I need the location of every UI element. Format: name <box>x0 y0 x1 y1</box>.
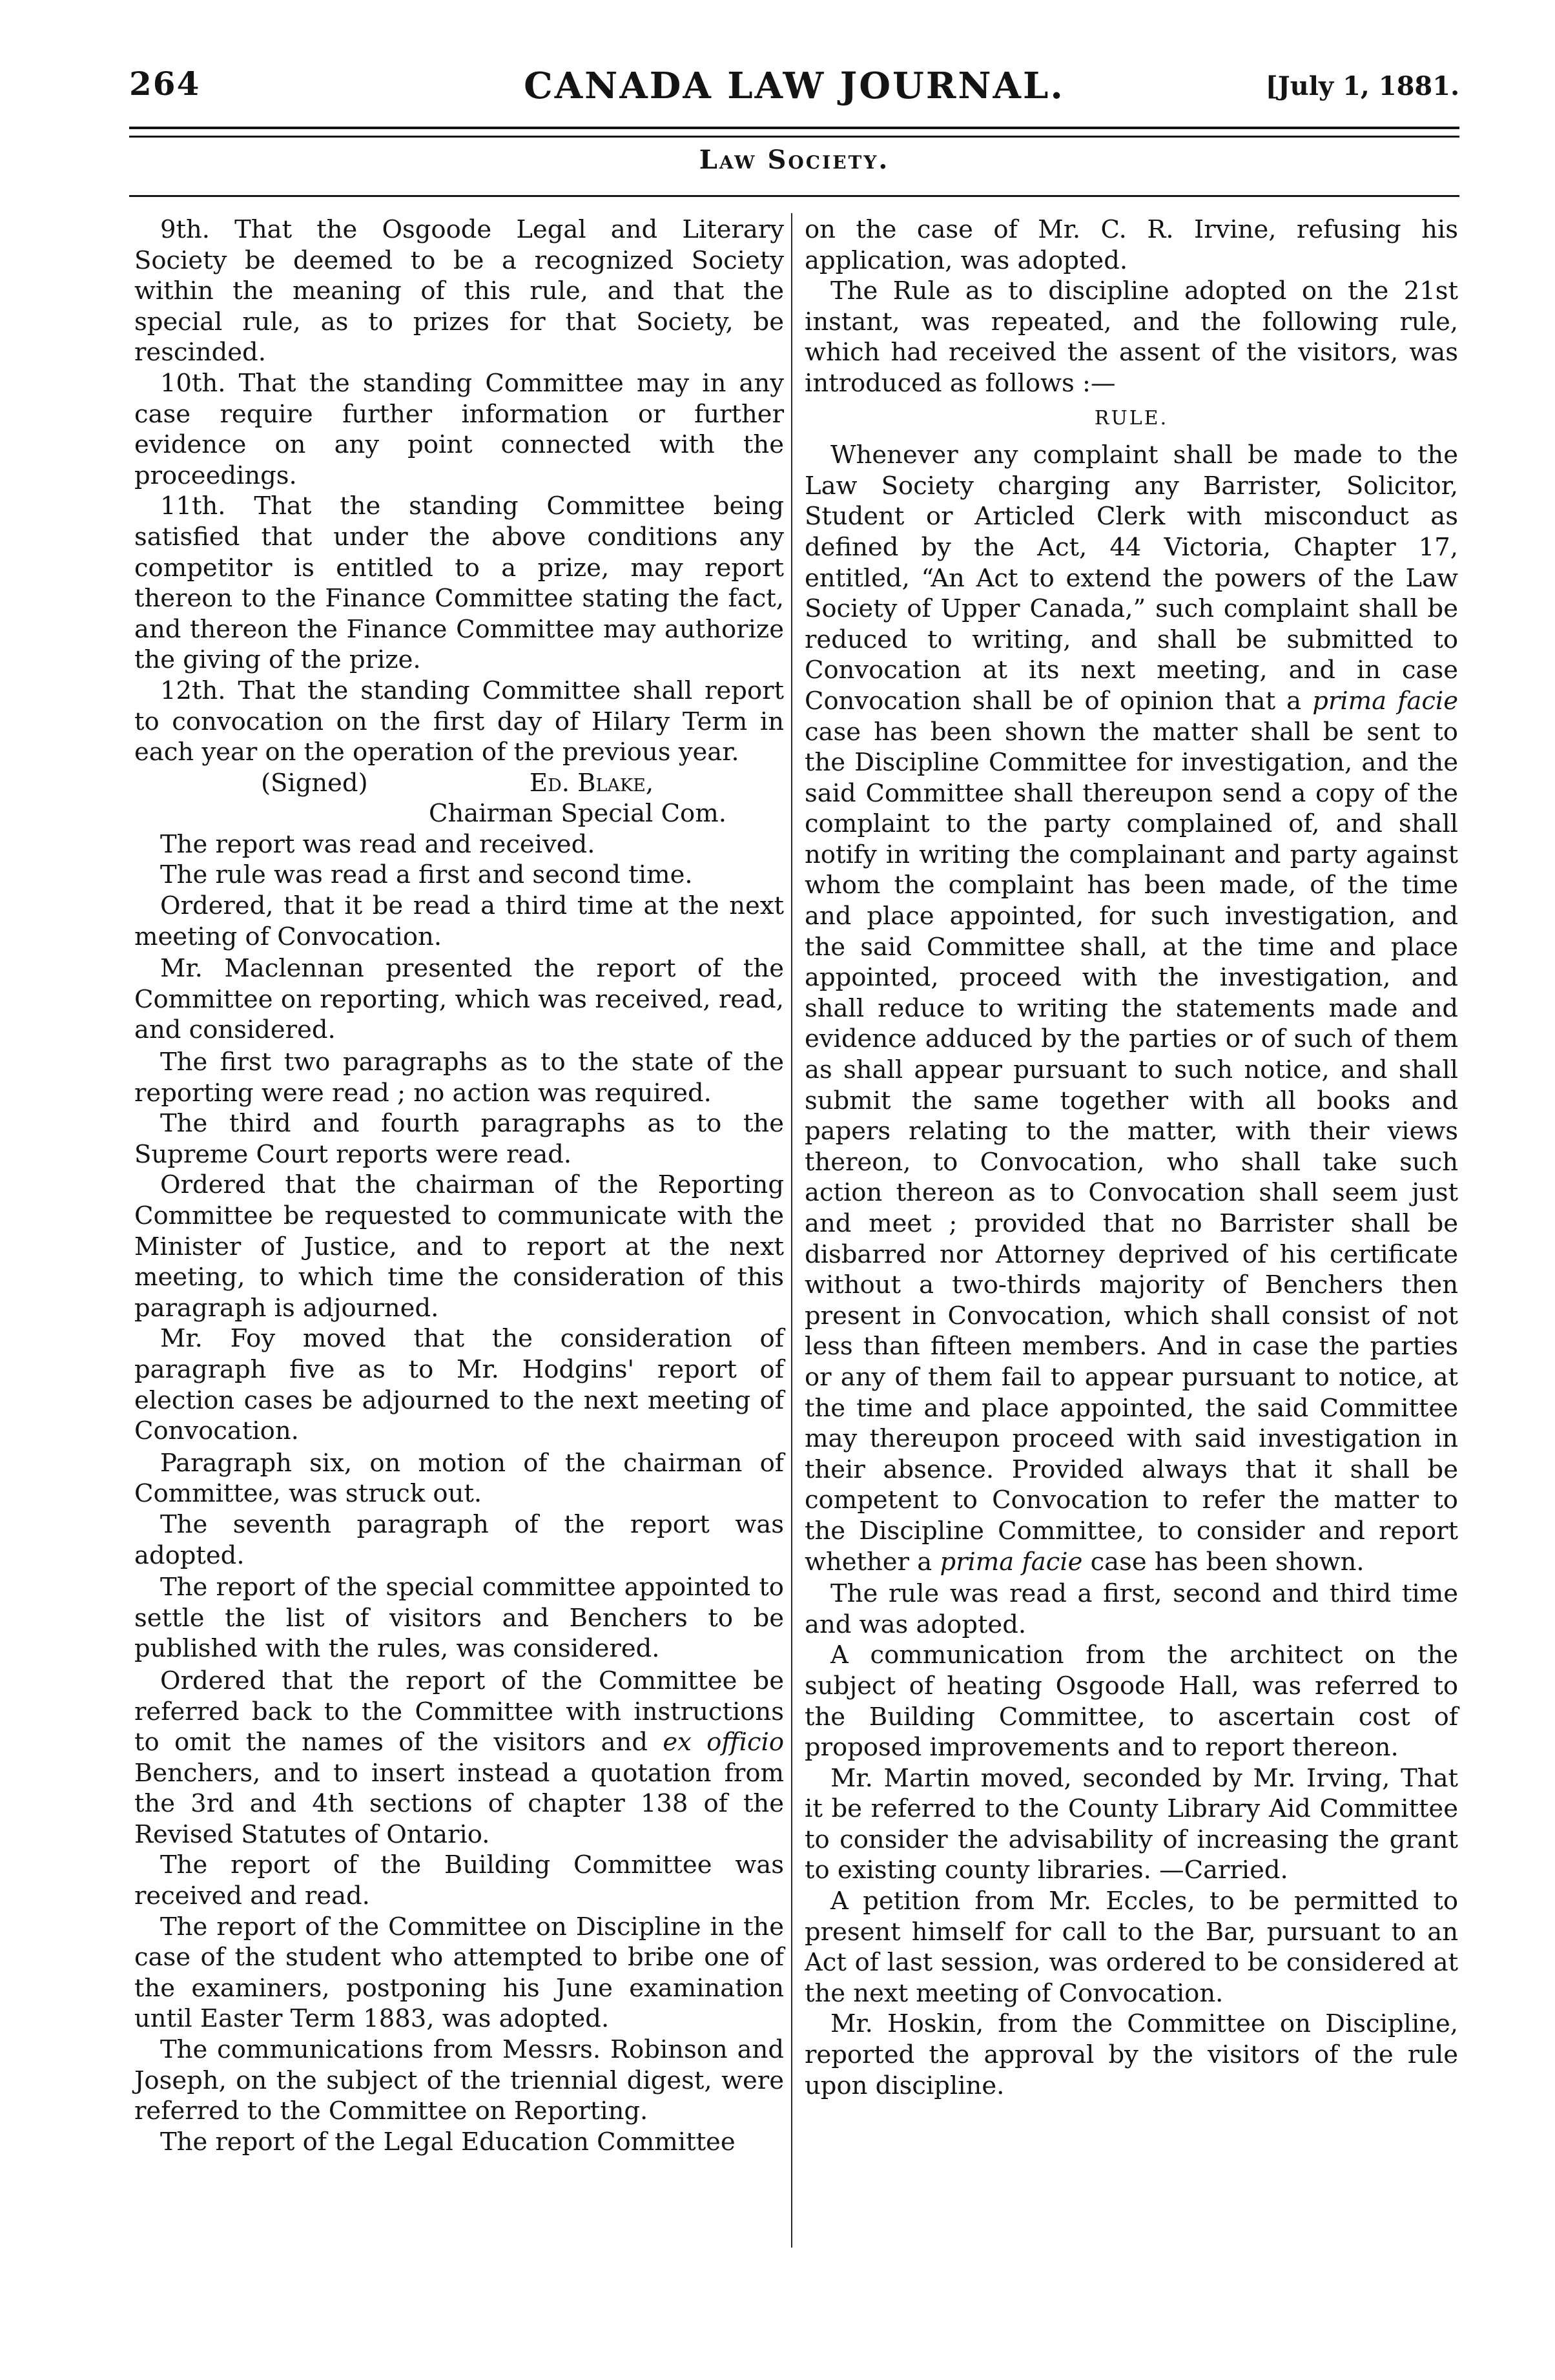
paragraph: The report of the special committee appointed to settle the list of visitors and Benchers to be published with the rules, was considered. <box>134 1573 784 1664</box>
paragraph: Ordered that the report of the Committee be referred back to the Committee with instructions to omit the names of the visitors and ex officio Benchers, and to insert instead a quotation from the 3rd and 4th sections of chapter 138 of the Revised Statutes of Ontario. <box>134 1666 784 1849</box>
italic-phrase: ex officio <box>663 1728 784 1757</box>
signer-name: Ed. Blake, <box>530 768 654 798</box>
paragraph: Ordered, that it be read a third time at the next meeting of Convocation. <box>134 891 784 951</box>
paragraph: The report of the Building Committee was received and read. <box>134 1850 784 1911</box>
paragraph: The rule was read a first and second time. <box>160 860 693 890</box>
paragraph: The Rule as to discipline adopted on the 21st instant, was repeated, and the following rule, which had received the assent of the visitors, was introduced as follows :— <box>805 276 1458 398</box>
signed-label: (Signed) <box>261 768 368 798</box>
header-double-rule <box>129 127 1459 138</box>
left-column <box>134 214 784 2157</box>
paragraph: Mr. Maclennan presented the report of the Committee on reporting, which was received, read, and considered. <box>134 954 784 1045</box>
paragraph: on the case of Mr. C. R. Irvine, refusing his application, was adopted. <box>805 215 1458 275</box>
issue-date: [July 1, 1881. <box>1265 71 1459 101</box>
paragraph: The first two paragraphs as to the state of the reporting were read ; no action was required. <box>134 1048 784 1108</box>
paragraph: Mr. Hoskin, from the Committee on Discipline, reported the approval by the visitors of the rule upon discipline. <box>805 2009 1458 2100</box>
paragraph: Mr. Martin moved, seconded by Mr. Irving, That it be referred to the County Library Aid Committee to consider the advisability of increasing the grant to existing county libraries. —Carried. <box>805 1763 1458 1885</box>
paragraph: 10th. That the standing Committee may in any case require further information or further evidence on any point connected with the proceedings. <box>134 368 784 490</box>
paragraph: 11th. That the standing Committee being satisfied that under the above conditions any competitor is entitled to a prize, may report thereon to the Finance Committee stating the fact, and thereon the Finance Committee may authorize the giving of the prize. <box>134 492 784 675</box>
italic-phrase: prima facie <box>1312 686 1458 716</box>
section-title: Law Society. <box>699 145 890 175</box>
signature-line <box>134 768 784 799</box>
paragraph: The communications from Messrs. Robinson and Joseph, on the subject of the triennial digest, were referred to the Committee on Reporting. <box>134 2035 784 2126</box>
section-rule <box>129 195 1459 197</box>
signer-title: Chairman Special Com. <box>429 799 726 829</box>
paragraph: The report was read and received. <box>160 829 595 859</box>
journal-title: CANADA LAW JOURNAL. <box>524 65 1065 107</box>
paragraph: Mr. Foy moved that the consideration of paragraph five as to Mr. Hodgins' report of election cases be adjourned to the next meeting of Convocation. <box>134 1324 784 1446</box>
paragraph: Paragraph six, on motion of the chairman of Committee, was struck out. <box>134 1448 784 1509</box>
right-column <box>805 214 1458 2101</box>
paragraph: The seventh paragraph of the report was adopted. <box>134 1509 784 1570</box>
signer-title-line <box>134 798 784 829</box>
paragraph: The report of the Legal Education Committee <box>160 2127 736 2157</box>
italic-phrase: prima facie <box>940 1547 1083 1577</box>
paragraph: The third and fourth paragraphs as to the Supreme Court reports were read. <box>134 1109 784 1169</box>
page-number: 264 <box>129 65 201 103</box>
paragraph: The report of the Committee on Discipline in the case of the student who attempted to bribe one of the examiners, postponing his June examination until Easter Term 1883, was adopted. <box>134 1912 784 2034</box>
paragraph: 9th. That the Osgoode Legal and Literary Society be deemed to be a recognized Society within the meaning of this rule, and that the special rule, as to prizes for that Society, be rescinded. <box>134 215 784 367</box>
paragraph: 12th. That the standing Committee shall report to convocation on the first day of Hilary Term in each year on the operation of the previous year. <box>134 676 784 767</box>
rule-text: Whenever any complaint shall be made to the Law Society charging any Barrister, Solicitor, Student or Articled Clerk with misconduct as defined by the Act, 44 Victoria, Chapter 17, entitled, “An Act to extend the powers of the Law Society of Upper Canada,” such complaint shall be reduced to writing, and shall be submitted to Convocation at its next meeting, and in case Convocation shall be of opinion that a prima facie case has been shown the matter shall be sent to the Discipline Committee for investigation, and the said Committee shall thereupon send a copy of the complaint to the party complained of, and shall notify in writing the complainant and party against whom the complaint has been made, of the time and place appointed, for such investigation, and the said Committee shall, at the time and place appointed, proceed with the investigation, and shall reduce to writing the statements made and evidence adduced by the parties or of such of them as shall appear pursuant to such notice, and shall submit the same together with all books and papers relating to the matter, with their views thereon, to Convocation, who shall take such action thereon as to Convocation shall seem just and meet ; provided that no Barrister shall be disbarred nor Attorney deprived of his certificate without a two-thirds majority of Benchers then present in Convocation, which shall consist of not less than fifteen members. And in case the parties or any of them fail to appear pursuant to notice, at the time and place appointed, the said Committee may thereupon proceed with said investigation in their absence. Provided always that it shall be competent to Convocation to refer the matter to the Discipline Committee, to consider and report whether a prima facie case has been shown. <box>805 440 1458 1577</box>
page-header <box>129 65 1459 116</box>
rule-heading: RULE. <box>1094 406 1169 429</box>
paragraph: The rule was read a first, second and third time and was adopted. <box>805 1579 1458 1639</box>
paragraph: A petition from Mr. Eccles, to be permitted to present himself for call to the Bar, pursuant to an Act of last session, was ordered to be considered at the next meeting of Convocation. <box>805 1887 1458 2008</box>
paragraph: A communication from the architect on the subject of heating Osgoode Hall, was referred to the Building Committee, to ascertain cost of proposed improvements and to report thereon. <box>805 1640 1458 1763</box>
paragraph: Ordered that the chairman of the Reporting Committee be requested to communicate with the Minister of Justice, and to report at the next meeting, to which time the consideration of this paragraph is adjourned. <box>134 1170 784 1323</box>
column-divider <box>791 213 792 2248</box>
